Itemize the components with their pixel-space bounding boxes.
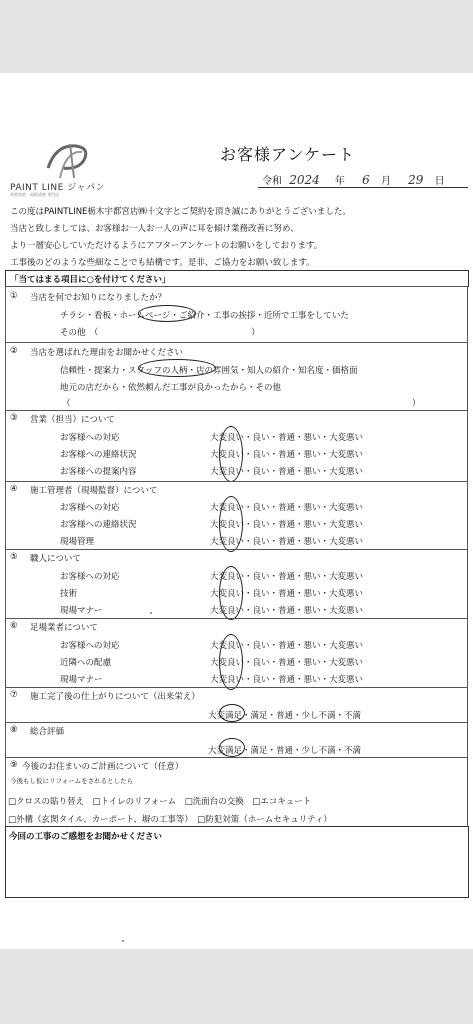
- q6-title: 足場業者について: [30, 623, 98, 633]
- q2-number: ②: [10, 346, 18, 356]
- q3-title: 営業（担当）について: [30, 415, 115, 425]
- rating-scale[interactable]: 大変良い・良い・普通・悪い・大変悪い: [210, 467, 364, 477]
- date-row: 令和 2024 年 6 月 29 日: [262, 173, 445, 187]
- section-divider: [5, 687, 467, 688]
- q5-number: ⑤: [10, 552, 18, 562]
- q4-item: お客様への連絡状況: [60, 520, 137, 530]
- section-divider: [5, 757, 467, 758]
- q2-question: 当店を選ばれた理由をお聞かせください: [30, 348, 184, 358]
- section-divider: [5, 481, 467, 482]
- section-divider: [5, 410, 467, 411]
- section-divider: [5, 618, 467, 619]
- q4-title: 施工管理者（現場監督）について: [30, 486, 158, 496]
- date-underline: [258, 187, 468, 188]
- q1-other[interactable]: その他 （ ）: [60, 328, 260, 338]
- comment-prompt: 今回の工事のご感想をお聞かせください: [9, 832, 163, 842]
- q2-paren-open: （: [62, 399, 71, 409]
- instruction: 「当てはまる項目に○を付けてください」: [10, 275, 171, 285]
- q9-title: 今後のお住まいのご計画について（任意）: [22, 762, 184, 772]
- satisfaction-scale[interactable]: 大変満足・満足・普通・少し不満・不満: [208, 711, 362, 721]
- q6-item: 近隣への配慮: [60, 658, 112, 668]
- satisfaction-scale[interactable]: 大変満足・満足・普通・少し不満・不満: [208, 746, 362, 756]
- q2-options-1[interactable]: 信頼性・提案力・スタッフの人柄・店の雰囲気・知人の紹介・知名度・価格面: [60, 366, 358, 376]
- rating-scale[interactable]: 大変良い・良い・普通・悪い・大変悪い: [210, 433, 364, 443]
- section-divider: [5, 342, 467, 343]
- q1-number: ①: [10, 291, 18, 301]
- q7-title: 施工完了後の仕上がりについて（出来栄え）: [30, 692, 200, 702]
- q5-item: 現場マナー: [60, 606, 103, 616]
- rating-scale[interactable]: 大変良い・良い・普通・悪い・大変悪い: [210, 641, 364, 651]
- page-title: お客様アンケート: [220, 145, 356, 164]
- rating-scale[interactable]: 大変良い・良い・普通・悪い・大変悪い: [210, 520, 364, 530]
- rating-scale[interactable]: 大変良い・良い・普通・悪い・大変悪い: [210, 589, 364, 599]
- rating-scale[interactable]: 大変良い・良い・普通・悪い・大変悪い: [210, 606, 364, 616]
- rating-scale[interactable]: 大変良い・良い・普通・悪い・大変悪い: [210, 572, 364, 582]
- q8-title: 総合評価: [30, 727, 65, 737]
- rating-scale[interactable]: 大変良い・良い・普通・悪い・大変悪い: [210, 658, 364, 668]
- q6-number: ⑥: [10, 621, 18, 631]
- q5-title: 職人について: [30, 554, 81, 564]
- rating-scale[interactable]: 大変良い・良い・普通・悪い・大変悪い: [210, 503, 364, 513]
- q1-question: 当店を何でお知りになりましたか？: [30, 293, 167, 303]
- q4-item: お客様への対応: [60, 503, 120, 513]
- rating-scale[interactable]: 大変良い・良い・普通・悪い・大変悪い: [210, 675, 364, 685]
- q4-item: 現場管理: [60, 537, 95, 547]
- q2-paren-close: ）: [412, 399, 421, 409]
- speck: [122, 940, 124, 942]
- rating-scale[interactable]: 大変良い・良い・普通・悪い・大変悪い: [210, 450, 364, 460]
- section-divider: [5, 722, 467, 723]
- q2-options-2[interactable]: 地元の店だから・依然頼んだ工事が良かったから・その他: [60, 383, 282, 393]
- q1-options[interactable]: チラシ・看板・ホームページ・ご紹介・工事の挨拶・近所で工事をしていた: [60, 311, 349, 321]
- table-right-border: [467, 286, 468, 826]
- logo-brand: PAINT LINE ジャパン: [10, 183, 106, 193]
- q4-number: ④: [10, 484, 18, 494]
- answer-circle: [219, 634, 243, 690]
- answer-circle: [219, 738, 245, 757]
- table-left-border: [5, 286, 6, 826]
- q6-item: 現場マナー: [60, 675, 103, 685]
- q9-note: 今後もし仮にリフォームをされるとしたら: [10, 777, 134, 785]
- answer-circle: [138, 305, 196, 322]
- section-divider: [5, 286, 467, 287]
- rating-scale[interactable]: 大変良い・良い・普通・悪い・大変悪い: [210, 537, 364, 547]
- answer-circle: [138, 359, 216, 377]
- section-divider: [5, 549, 467, 550]
- intro-line: 工事後のどのような些細なことでも結構です。是非、ご協力をお願い致します。: [10, 258, 315, 268]
- intro-line: この度はPAINTLINE栃木宇都宮店㈱十文字とご契約を頂き誠にありがとうございました。: [10, 207, 351, 217]
- logo-tagline: 外壁塗装・屋根塗装 専門店: [10, 192, 60, 197]
- answer-circle: [219, 426, 243, 482]
- answer-circle: [219, 496, 243, 552]
- q3-item: お客様への連絡状況: [60, 450, 137, 460]
- intro-line: より一層安心していただけるようにアフターアンケートのお願いをしております。: [10, 241, 323, 251]
- q3-item: お客様への対応: [60, 433, 120, 443]
- speck: [150, 612, 152, 614]
- q5-item: お客様への対応: [60, 572, 120, 582]
- q3-item: お客様への提案内容: [60, 467, 137, 477]
- q6-item: お客様への対応: [60, 641, 120, 651]
- q9-checkbox-row[interactable]: □外構（玄関タイル、カーポート、塀の工事等） □防犯対策（ホームセキュリティ）: [8, 815, 332, 825]
- q3-number: ③: [10, 413, 18, 423]
- intro-line: 当店と致しましては、お客様お一人お一人の声に耳を傾け業務改善に努め、: [10, 224, 299, 234]
- answer-circle: [219, 704, 245, 722]
- q5-item: 技術: [60, 589, 78, 599]
- answer-circle: [219, 566, 243, 620]
- q9-checkbox-row[interactable]: □クロスの貼り替え □トイレのリフォーム □洗面台の交換 □エコキュート: [8, 797, 312, 807]
- q9-number: ⑨: [10, 760, 18, 770]
- q8-number: ⑧: [10, 725, 18, 735]
- q7-number: ⑦: [10, 690, 18, 700]
